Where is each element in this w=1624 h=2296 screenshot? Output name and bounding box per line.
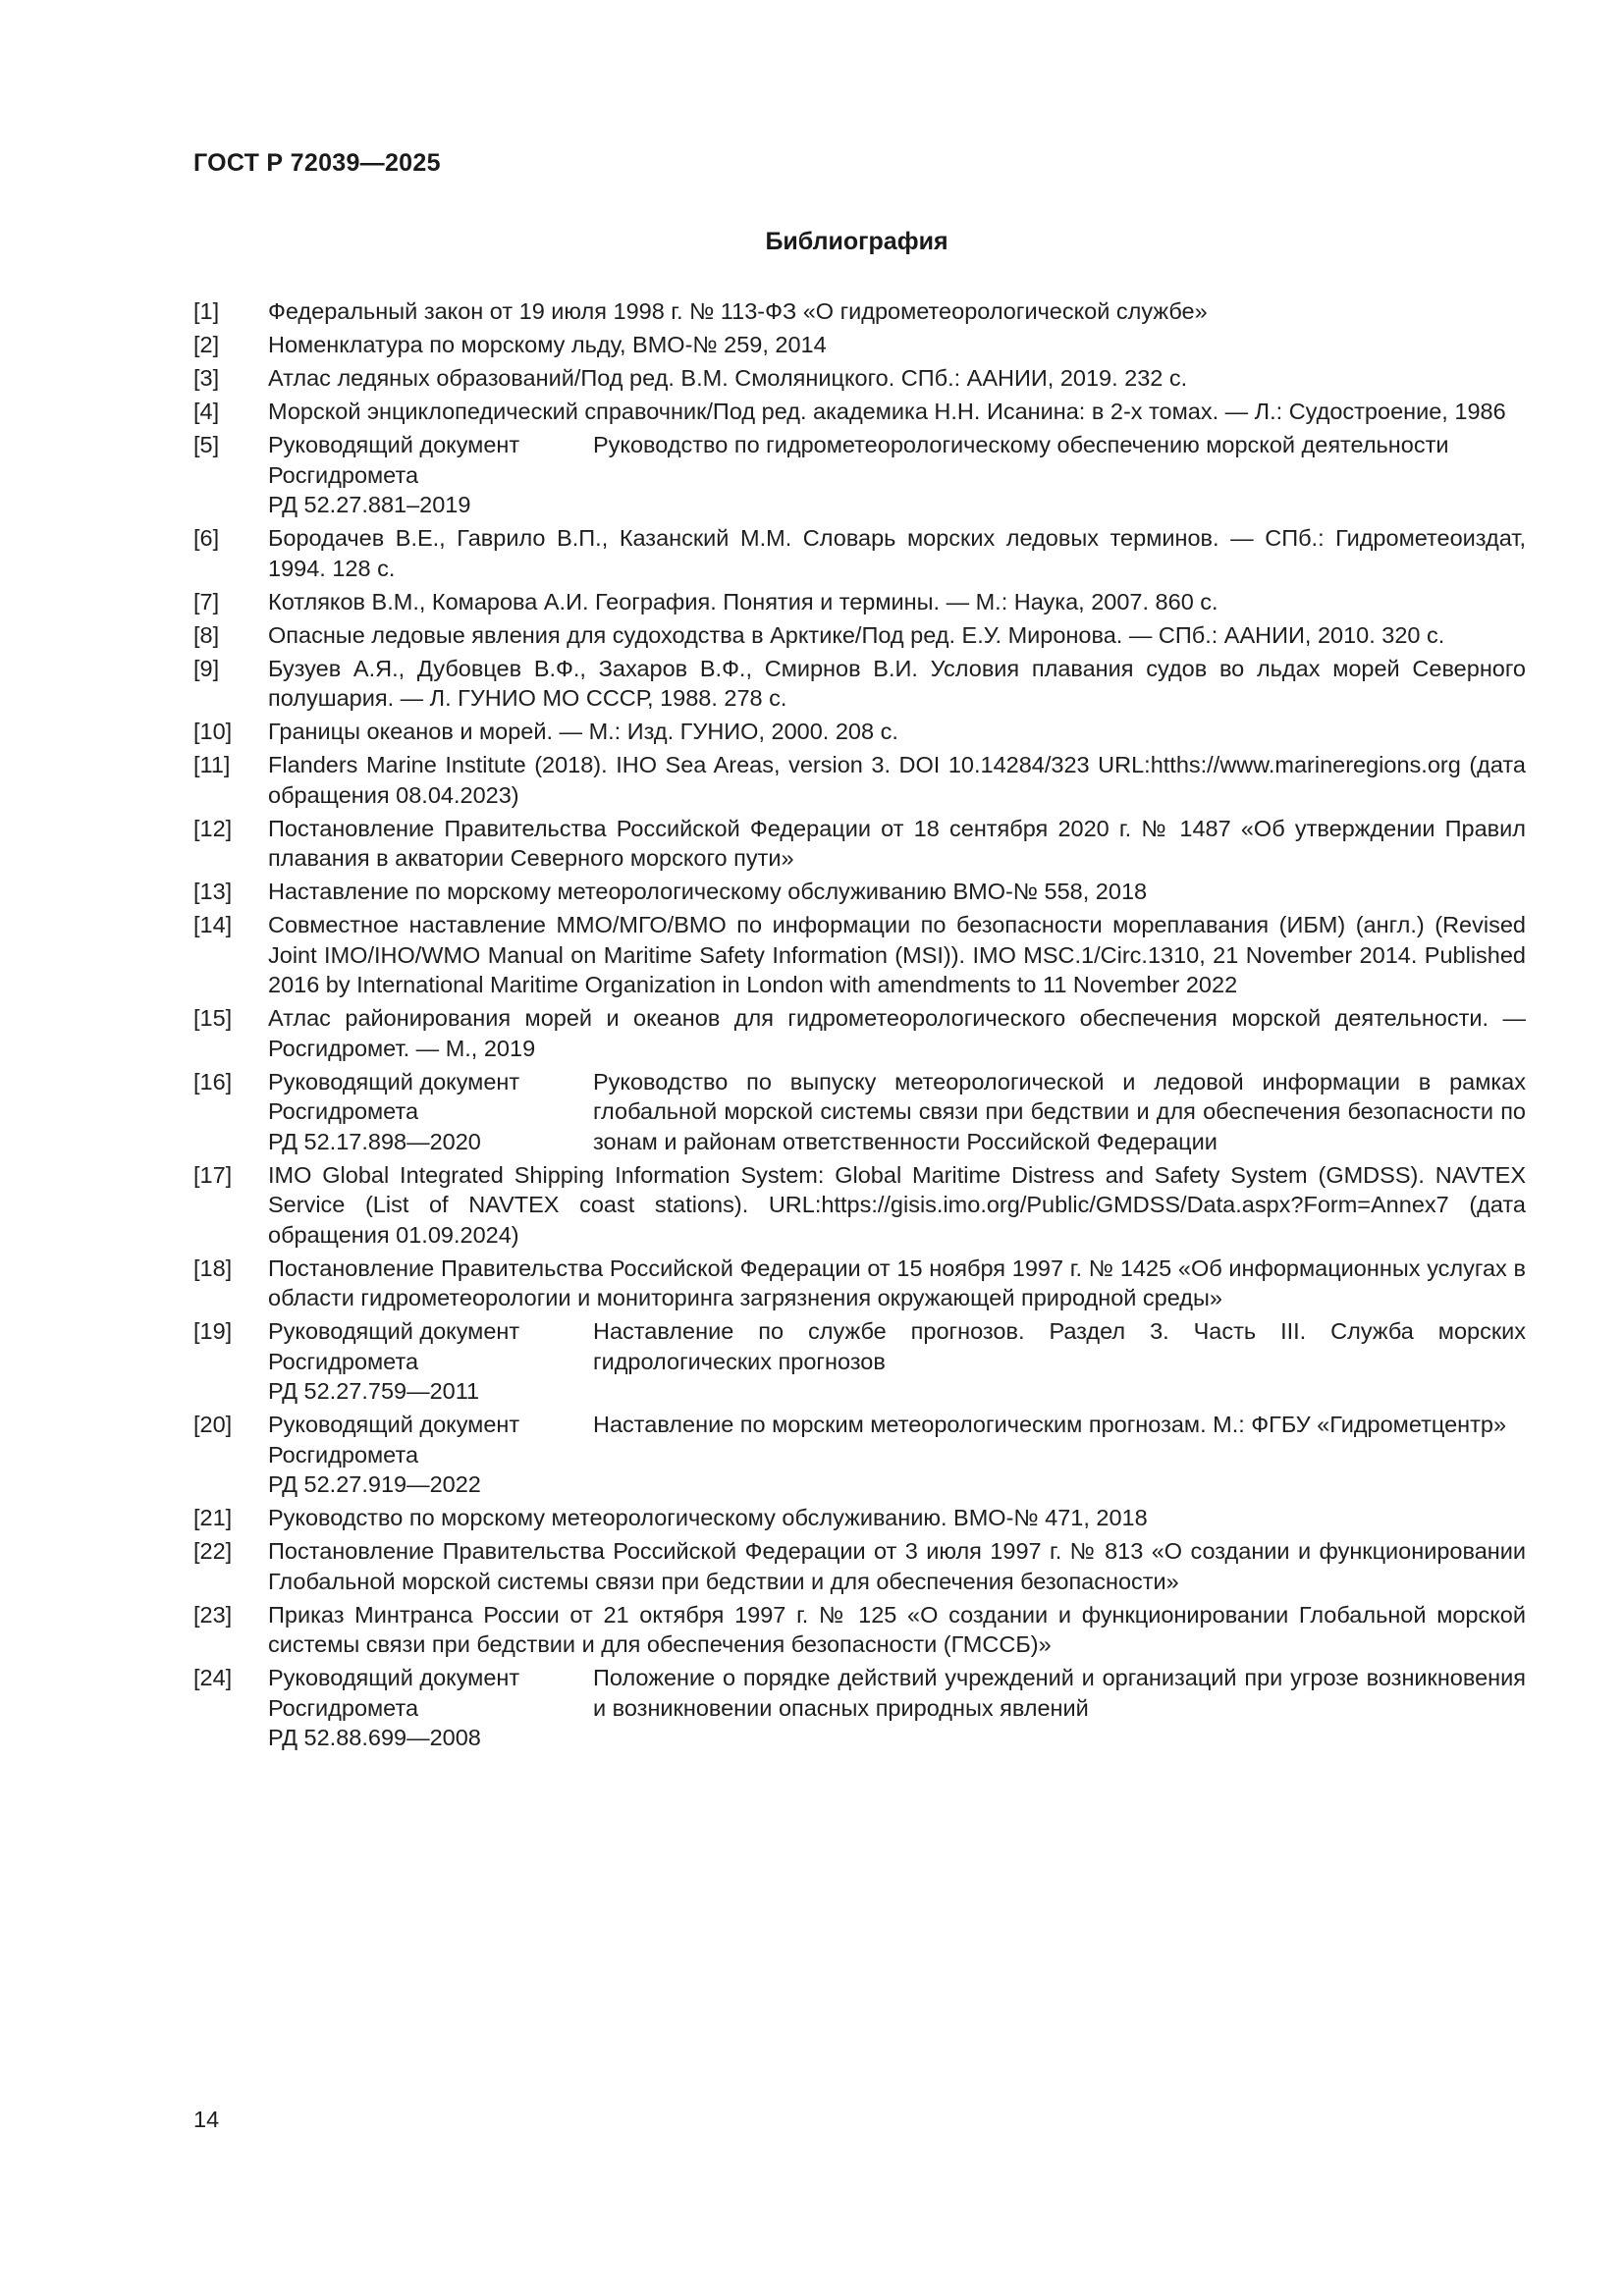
entry-document-title: Руководство по выпуску метеорологической и ледовой информации в рамках глобальной морской системы связи при бедствии и для обеспечения безопасности по зонам и районам ответственности Российской Федерации	[593, 1068, 1526, 1154]
entry-number: [6]	[193, 525, 220, 551]
entry-text: Границы океанов и морей. — М.: Изд. ГУНИО, 2000. 208 с.	[268, 719, 898, 744]
entry-number: [19]	[193, 1318, 233, 1344]
bibliography-entry	[193, 1410, 1526, 1500]
bibliography-entry	[193, 363, 1526, 394]
entry-columns	[268, 1663, 1526, 1753]
entry-doc-agency: Росгидромета	[268, 1441, 419, 1468]
bibliography-entry	[193, 1600, 1526, 1660]
entry-doc-code: РД 52.27.881–2019	[268, 492, 471, 517]
entry-text: Бородачев В.Е., Гаврило В.П., Казанский М.М. Словарь морских ледовых терминов. — СПб.: Гидрометеоиздат, 1994. 128 с.	[268, 525, 1526, 581]
entry-text: Совместное наставление ММО/МГО/ВМО по информации по безопасности мореплавания (ИБМ) (англ.) (Revised Joint IMO/IHO/WMO Manual on Maritime Safety Information (MSI)). IMO MSC.1/Circ.1310, 21 November 2014. Published 2016 by International Maritime Organization in London with amendments to 11 November 2022	[268, 912, 1526, 997]
entry-text: Федеральный закон от 19 июля 1998 г. № 113-ФЗ «О гидрометеорологической службе»	[268, 298, 1208, 324]
bibliography-entry	[193, 717, 1526, 747]
bibliography-entry	[193, 877, 1526, 907]
entry-document-title: Наставление по службе прогнозов. Раздел 3. Часть III. Служба морских гидрологических прогнозов	[593, 1318, 1526, 1374]
entry-number: [5]	[193, 432, 220, 457]
entry-text: Постановление Правительства Российской Федерации от 18 сентября 2020 г. № 1487 «Об утверждении Правил плавания в акватории Северного морского пути»	[268, 815, 1526, 871]
bibliography-entry	[193, 330, 1526, 360]
entry-number: [2]	[193, 332, 220, 357]
entry-text: Приказ Минтранса России от 21 октября 1997 г. № 125 «О создании и функционировании Глобальной морской системы связи при бедствии и для обеспечения безопасности (ГМССБ)»	[268, 1601, 1526, 1657]
page-number: 14	[193, 2107, 220, 2132]
entry-text: Постановление Правительства Российской Федерации от 3 июля 1997 г. № 813 «О создании и функционировании Глобальной морской системы связи при бедствии и для обеспечения безопасности»	[268, 1538, 1526, 1594]
bibliography-list	[193, 296, 1526, 1756]
bibliography-entry	[193, 620, 1526, 651]
entry-document-title: Наставление по морским метеорологическим прогнозам. М.: ФГБУ «Гидрометцентр»	[593, 1412, 1507, 1437]
bibliography-entry	[193, 296, 1526, 327]
entry-doc-kind: Руководящий документ	[268, 1068, 520, 1095]
entry-columns	[268, 1316, 1526, 1407]
entry-columns	[268, 1410, 1526, 1500]
bibliography-entry	[193, 1160, 1526, 1251]
entry-doc-code: РД 52.27.919—2022	[268, 1471, 481, 1497]
entry-number: [16]	[193, 1068, 233, 1095]
entry-document-type	[268, 1067, 593, 1157]
entry-text: Атлас ледяных образований/Под ред. В.М. Смоляницкого. СПб.: ААНИИ, 2019. 232 с.	[268, 365, 1188, 391]
bibliography-entry	[193, 1003, 1526, 1063]
bibliography-entry	[193, 1536, 1526, 1596]
entry-doc-agency: Росгидромета	[268, 1098, 419, 1124]
bibliography-entry	[193, 1663, 1526, 1753]
bibliography-entry	[193, 1067, 1526, 1157]
entry-number: [18]	[193, 1255, 233, 1281]
entry-number: [4]	[193, 399, 220, 424]
bibliography-entry	[193, 750, 1526, 810]
bibliography-entry	[193, 910, 1526, 1000]
entry-doc-agency: Росгидромета	[268, 461, 419, 488]
entry-number: [24]	[193, 1665, 233, 1690]
entry-number: [1]	[193, 298, 220, 324]
entry-number: [9]	[193, 655, 220, 681]
document-code: ГОСТ Р 72039—2025	[193, 149, 441, 177]
bibliography-entry	[193, 654, 1526, 714]
entry-document-type	[268, 1410, 593, 1500]
entry-number: [13]	[193, 879, 233, 904]
entry-doc-kind: Руководящий документ	[268, 1665, 520, 1690]
entry-text: Бузуев А.Я., Дубовцев В.Ф., Захаров В.Ф., Смирнов В.И. Условия плавания судов во льдах морей Северного полушария. — Л. ГУНИО МО СССР, 1988. 278 с.	[268, 655, 1526, 711]
entry-text: Номенклатура по морскому льду, ВМО-№ 259, 2014	[268, 332, 827, 357]
entry-doc-kind: Руководящий документ	[268, 432, 520, 457]
entry-number: [10]	[193, 719, 233, 744]
entry-columns	[268, 430, 1526, 520]
entry-document-type	[268, 1316, 593, 1407]
entry-doc-kind: Руководящий документ	[268, 1412, 520, 1437]
entry-doc-code: РД 52.88.699—2008	[268, 1725, 481, 1750]
entry-text: Наставление по морскому метеорологическому обслуживанию ВМО-№ 558, 2018	[268, 879, 1148, 904]
bibliography-entry	[193, 814, 1526, 874]
entry-doc-agency: Росгидромета	[268, 1348, 419, 1374]
bibliography-entry	[193, 1254, 1526, 1313]
entry-columns	[268, 1067, 1526, 1157]
bibliography-entry	[193, 523, 1526, 583]
entry-text: Морской энциклопедический справочник/Под ред. академика Н.Н. Исанина: в 2-х томах. — Л.: Судостроение, 1986	[268, 399, 1506, 424]
entry-text: Котляков В.М., Комарова А.И. География. Понятия и термины. — М.: Наука, 2007. 860 с.	[268, 588, 1218, 614]
entry-text: Постановление Правительства Российской Федерации от 15 ноября 1997 г. № 1425 «Об информационных услугах в области гидрометеорологии и мониторинга загрязнения окружающей природной среды»	[268, 1255, 1526, 1310]
entry-document-title: Положение о порядке действий учреждений и организаций при угрозе возникновения и возникновении опасных природных явлений	[593, 1665, 1526, 1721]
entry-number: [22]	[193, 1538, 233, 1564]
entry-number: [15]	[193, 1005, 233, 1031]
entry-number: [11]	[193, 752, 231, 777]
entry-number: [21]	[193, 1505, 233, 1530]
entry-text: Атлас районирования морей и океанов для гидрометеорологического обеспечения морской деятельности. — Росгидромет. — М., 2019	[268, 1005, 1526, 1061]
entry-document-title: Руководство по гидрометеорологическому обеспечению морской деятельности	[593, 432, 1449, 457]
entry-doc-agency: Росгидромета	[268, 1694, 419, 1721]
bibliography-entry	[193, 587, 1526, 617]
entry-number: [20]	[193, 1412, 233, 1437]
entry-text: Flanders Marine Institute (2018). IHO Sea Areas, version 3. DOI 10.14284/323 URL:htths://www.marineregions.org (дата обращения 08.04.2023)	[268, 752, 1526, 808]
entry-document-type	[268, 1663, 593, 1753]
bibliography-entry	[193, 1316, 1526, 1407]
entry-doc-code: РД 52.17.898—2020	[268, 1128, 481, 1154]
entry-text: Опасные ледовые явления для судоходства в Арктике/Под ред. Е.У. Миронова. — СПб.: ААНИИ, 2010. 320 с.	[268, 621, 1445, 648]
entry-number: [17]	[193, 1161, 233, 1188]
entry-number: [23]	[193, 1601, 233, 1628]
entry-number: [3]	[193, 365, 220, 391]
entry-text: Руководство по морскому метеорологическому обслуживанию. ВМО-№ 471, 2018	[268, 1505, 1148, 1530]
bibliography-entry	[193, 1503, 1526, 1533]
entry-number: [7]	[193, 588, 220, 614]
bibliography-entry	[193, 430, 1526, 520]
entry-number: [14]	[193, 912, 233, 937]
entry-doc-code: РД 52.27.759—2011	[268, 1378, 480, 1404]
entry-document-type	[268, 430, 593, 520]
entry-number: [8]	[193, 621, 220, 648]
bibliography-title: Библиография	[765, 228, 948, 255]
entry-text: IMO Global Integrated Shipping Information System: Global Maritime Distress and Safety System (GMDSS). NAVTEX Service (List of NAVTEX coast stations). URL:https://gisis.imo.org/Public/GMDSS/Data.aspx?Form=Annex7 (дата обращения 01.09.2024)	[268, 1161, 1526, 1248]
bibliography-entry	[193, 397, 1526, 427]
entry-doc-kind: Руководящий документ	[268, 1318, 520, 1344]
entry-number: [12]	[193, 815, 233, 841]
